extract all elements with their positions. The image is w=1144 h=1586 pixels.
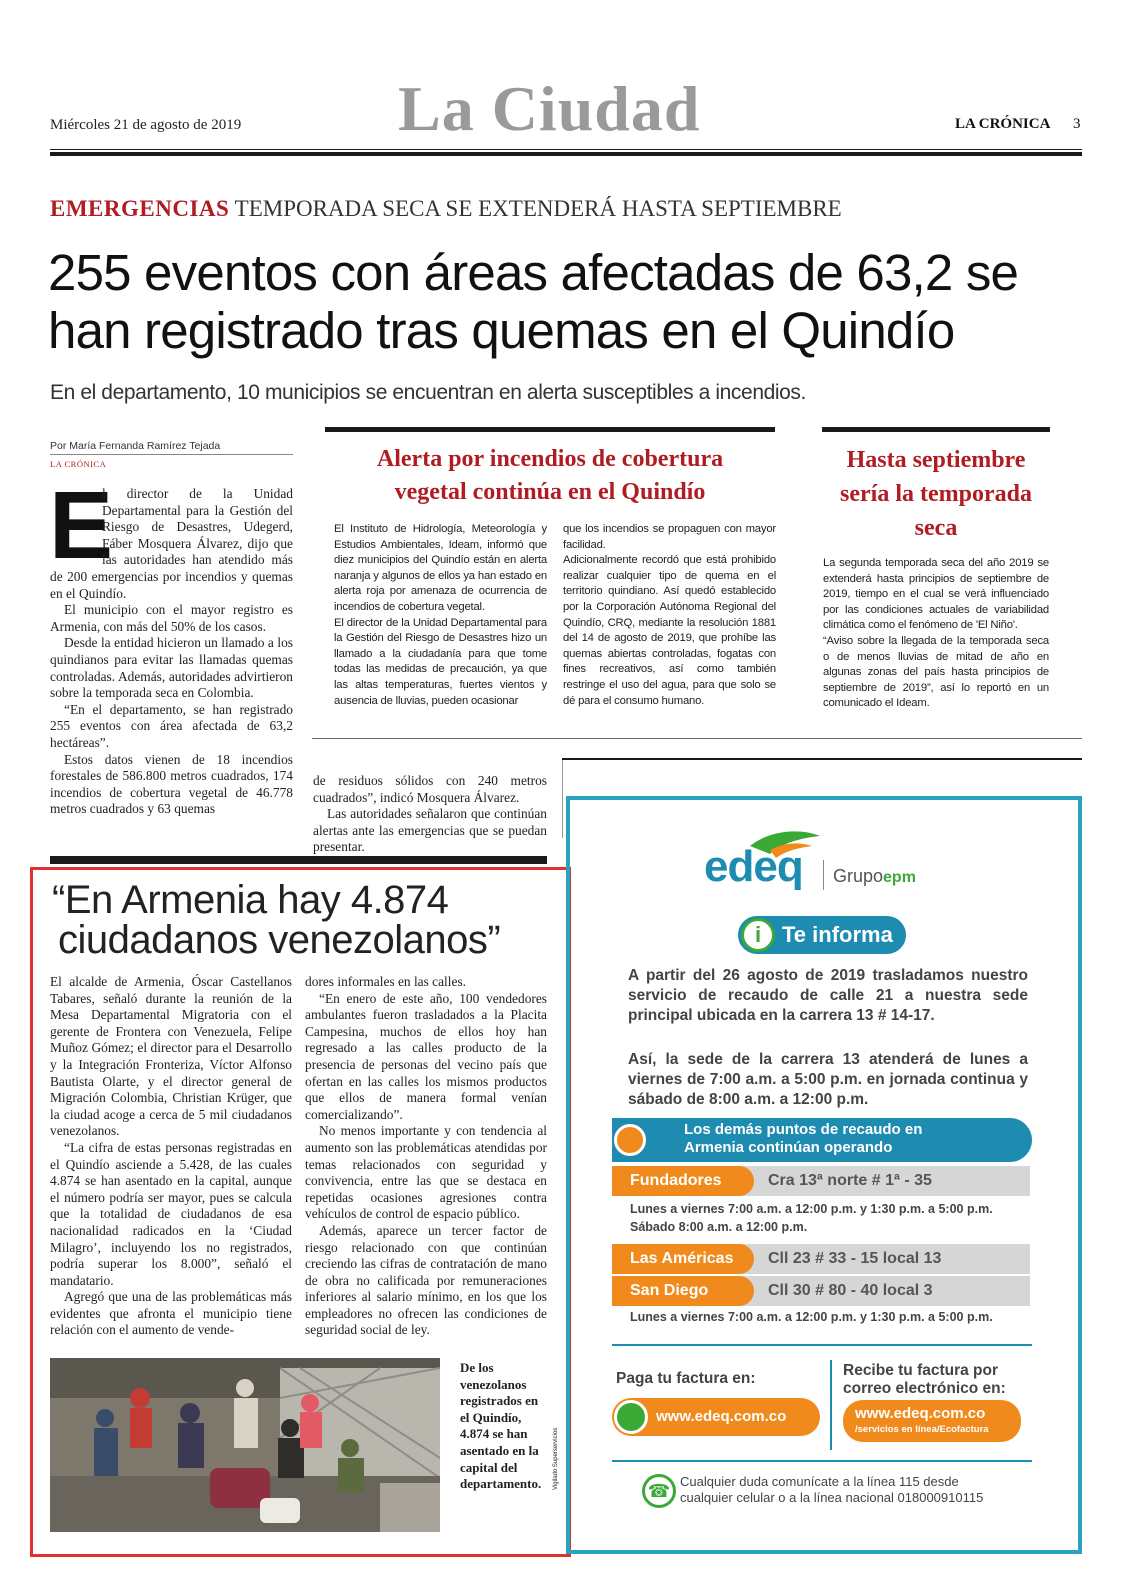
armenia-col2-p3: No menos importante y con tendencia al aumento son las problemáticas atendidas por temas relacionados con seguridad y convivencia, entre las que se destaca en repetidas ocasiones agresiones contra vehículos de control de espacio público. [305,1123,547,1222]
alerta-col1 [334,522,547,709]
armenia-top-rule [50,856,547,864]
phone-icon: ☎ [642,1474,676,1508]
byline-source: LA CRÓNICA [50,459,107,469]
kicker-text: TEMPORADA SECA SE EXTENDERÁ HASTA SEPTIEMBRE [234,196,842,221]
loc1-hours [630,1200,993,1236]
receive-title-l2: correo electrónico en: [843,1380,1006,1397]
banner-line-2: Armenia continúan operando [684,1139,893,1156]
te-informa-label: Te informa [782,922,893,947]
septiembre-p2: “Aviso sobre la llegada de la temporada seca o de menos lluvias de mitad de año en algunas zonas del país hasta principios de septiembre de 2019”, así lo reportó en un comunicado el Ideam. [823,634,1049,710]
ad-bottom-divider [612,1460,1032,1462]
septiembre-title-l3: seca [914,515,958,541]
photo-caption: De los venezolanos registrados en el Quindío, 4.874 se han asentado en la capital del departamento. [460,1360,542,1492]
page-number: 3 [1073,116,1081,132]
ad-divider [612,1344,1032,1346]
main-p3: Desde la entidad hicieron un llamado a los quindianos para evitar las llamadas quemas controladas. Además, autoridades advirtieron sobre la temporada seca en Colombia. [50,635,293,701]
loc2-address: Cll 23 # 33 - 15 local 13 [768,1250,942,1267]
loc3-name: San Diego [612,1276,754,1306]
main-cont1: de residuos sólidos con 240 metros cuadrados”, indicó Mosquera Álvarez. [313,773,547,805]
main-story-col1 [49,472,293,818]
armenia-col1-p3: Agregó que una de las problemáticas más evidentes que afronta el municipio tiene relación con el aumento de vende- [50,1289,292,1338]
paper-name: LA CRÓNICA [955,116,1051,132]
epm-label: epm [883,869,916,886]
globe-icon [614,1400,648,1434]
armenia-col1 [50,974,292,1339]
grupo-epm [833,866,916,887]
loc23-hours: Lunes a viernes 7:00 a.m. a 12:00 p.m. y 1:30 p.m. a 5:00 p.m. [630,1310,993,1324]
kicker [50,196,842,222]
alerta-title [325,443,775,509]
septiembre-p1: La segunda temporada seca del año 2019 se extenderá hasta principios de septiembre de 2019, tiempo en el cual se verá influenciado por las condiciones actuales de variabilidad climática como el fenómeno de 'El Niño'. [823,557,1049,632]
grupo-label: Grupo [833,866,884,886]
septiembre-body [823,556,1049,712]
pay-url[interactable]: www.edeq.com.co [656,1408,787,1425]
header-rule [50,149,1082,150]
armenia-col2-p4: Además, aparece un tercer factor de riesgo relacionado con que continúan creciendo las cifras de contratación de mano de obra no calificada por remuneraciones inferiores al salario mínimo, en los que los empleadores no ofrecen las condiciones de seguridad social de ley. [305,1222,547,1338]
receive-url[interactable]: www.edeq.com.co [855,1405,986,1422]
headline [48,244,1018,360]
septiembre-title [812,443,1060,545]
ad-paragraph-2: Así, la sede de la carrera 13 atenderá de lunes a viernes de 7:00 a.m. a 5:00 p.m. en jornada continua y sábado de 8:00 a.m. a 12:00 p.m. [628,1051,1028,1108]
dropcap: E [49,472,114,579]
loc3-address: Cll 30 # 80 - 40 local 3 [768,1282,933,1299]
edeq-brand: edeq [704,842,803,891]
main-story-col2 [313,773,547,856]
store-icon [614,1124,646,1156]
byline-author: Por María Fernanda Ramírez Tejada [50,440,221,452]
superservicios-mark: Vigilado Superservicios [553,1427,559,1490]
armenia-title-l2: ciudadanos venezolanos” [58,918,501,962]
alerta-title-l2: vegetal continúa en el Quindío [394,479,706,505]
armenia-col2-p1: dores informales en las calles. [305,974,467,989]
main-p2: El municipio con el mayor registro es Armenia, con más del 50% de los casos. [50,602,293,634]
main-p4: “En el departamento, se han registrado 255 eventos con área afectada de 63,2 hectáreas”. [50,701,293,750]
alerta-col2-p2: Adicionalmente recordó que está prohibido realizar cualquier tipo de quema en el territorio quindiano. Así quedó establecido por la Corporación Autónoma Regional del Quindío, CRQ, mediante la resolución 1881 del 14 de agosto de 2019, que prohíbe las quemas abiertas controladas, fogatas con fines recreativos, así como también restringe el uso del agua, para que solo se dé para el consumo humano. [563,554,776,707]
subhead: En el departamento, 10 municipios se encuentran en alerta susceptibles a incendios. [50,381,806,404]
headline-line-2: han registrado tras quemas en el Quindío [48,302,955,359]
receive-title [843,1362,1006,1398]
armenia-photo [50,1358,440,1532]
contact-line-1: Cualquier duda comunícate a la línea 115 desde [680,1474,959,1489]
header-rule-thick [50,152,1082,156]
banner-line-1: Los demás puntos de recaudo en [684,1121,923,1138]
armenia-title [52,880,500,960]
loc1-address: Cra 13ª norte # 1ª - 35 [768,1172,932,1189]
loc2-name: Las Américas [612,1244,754,1274]
byline-rule [50,454,293,455]
column-divider [562,758,563,838]
armenia-col2 [305,974,547,1339]
armenia-col1-p2: “La cifra de estas personas registradas en el Quindío asciende a 5.428, de las cuales 4.874 se han asentado en la capital, aunque el número podría ser mayor, pues se calcula que la totalidad de ciudadanos de esa nacionalidad radicados en la ‘Ciudad Milagro’, incluyendo los no registrados, podría superar los 8.000”, señaló el mandatario. [50,1139,292,1288]
alerta-col2 [563,522,776,709]
armenia-title-l1: “En Armenia hay 4.874 [52,878,449,922]
loc1-hours-2: Sábado 8:00 a.m. a 12:00 p.m. [630,1220,808,1234]
headline-line-1: 255 eventos con áreas afectadas de 63,2 se [48,244,1019,301]
septiembre-title-l2: sería la temporada [840,481,1032,507]
receive-url-sub: /servicios en línea/Ecofactura [855,1424,989,1435]
pay-title: Paga tu factura en: [616,1370,756,1387]
edeq-logo [700,828,820,890]
receive-title-l1: Recibe tu factura por [843,1362,999,1379]
armenia-col2-p2: “En enero de este año, 100 vendedores ambulantes fueron trasladados a la Placita Campesina, muchos de ellos hoy han regresado a las calles producto de la presencia de personas del vecino país que ofertan en las calles los mismos productos que ellos de manera formal venían comercializando”. [305,990,547,1122]
ad-paragraph-1: A partir del 26 agosto de 2019 trasladamos nuestro servicio de recaudo de calle 21 a nuestra sede principal ubicada en la carrera 13 # 14-17. [628,967,1028,1024]
alerta-col2-p1: que los incendios se propaguen con mayor facilidad. [563,523,776,551]
street-scene-image [50,1358,440,1532]
armenia-col1-p1: El alcalde de Armenia, Óscar Castellanos Tabares, señaló durante la reunión de la Mesa Departamental Migratoria con el gerente de Frontera con Venezuela, Felipe Muñoz Gómez; el director para el Desarrollo y la Integración Fronteriza, Víctor Alfonso Bautista Olarte, y el director general de Migración Colombia, Christian Krüger, que la ciudad acoge a cerca de 5 mil ciudadanos venezolanos. [50,974,292,1139]
main-p5: Estos datos vienen de 18 incendios forestales de 586.800 metros cuadrados, 174 incendios de cobertura vegetal de 46.778 metros cuadrados y 63 quemas [50,751,293,817]
alerta-col1-p1: El Instituto de Hidrología, Meteorología y Estudios Ambientales, Ideam, informó que diez municipios del Quindío están en alerta naranja y algunos de ellos ya han estado en alerta roja por amenaza de ocurrencia de incendios de cobertura vegetal. [334,523,547,613]
contact-info [680,1474,983,1506]
recaudo-banner-text [684,1121,922,1157]
header-date: Miércoles 21 de agosto de 2019 [50,117,242,133]
alerta-title-l1: Alerta por incendios de cobertura [376,446,724,472]
alerta-col1-p2: El director de la Unidad Departamental para la Gestión del Riesgo de Desastres hizo un llamado a la ciudadanía para que tome todas las medidas de precaución, ya que las altas temperaturas, fuertes vientos y ausencia de lluvias, pueden ocasionar [334,616,547,707]
info-icon: i [741,918,775,952]
loc1-hours-1: Lunes a viernes 7:00 a.m. a 12:00 p.m. y 1:30 p.m. a 5:00 p.m. [630,1202,993,1216]
section-title: La Ciudad [398,73,701,144]
logo-divider [823,860,824,890]
septiembre-title-l1: Hasta septiembre [846,447,1026,473]
loc1-name: Fundadores [612,1166,754,1196]
right-divider [562,758,1082,760]
contact-line-2: cualquier celular o a la línea nacional 018000910115 [680,1490,984,1505]
kicker-tag: EMERGENCIAS [50,196,230,221]
alerta-bottom-rule [312,738,1082,739]
main-cont2: Las autoridades señalaron que continúan alertas ante las emergencias que se puedan presentar. [313,806,547,855]
septiembre-top-rule [822,427,1050,432]
alerta-top-rule [325,427,775,432]
ad-vertical-divider [830,1360,832,1450]
main-intro: l director de la Unidad Departamental para la Gestión del Riesgo de Desastres, Udegerd, Fáber Mosquera Álvarez, dijo que las autoridades han atendido más de 200 emergencias por incendios y quemas en el Quindío. [50,486,293,601]
